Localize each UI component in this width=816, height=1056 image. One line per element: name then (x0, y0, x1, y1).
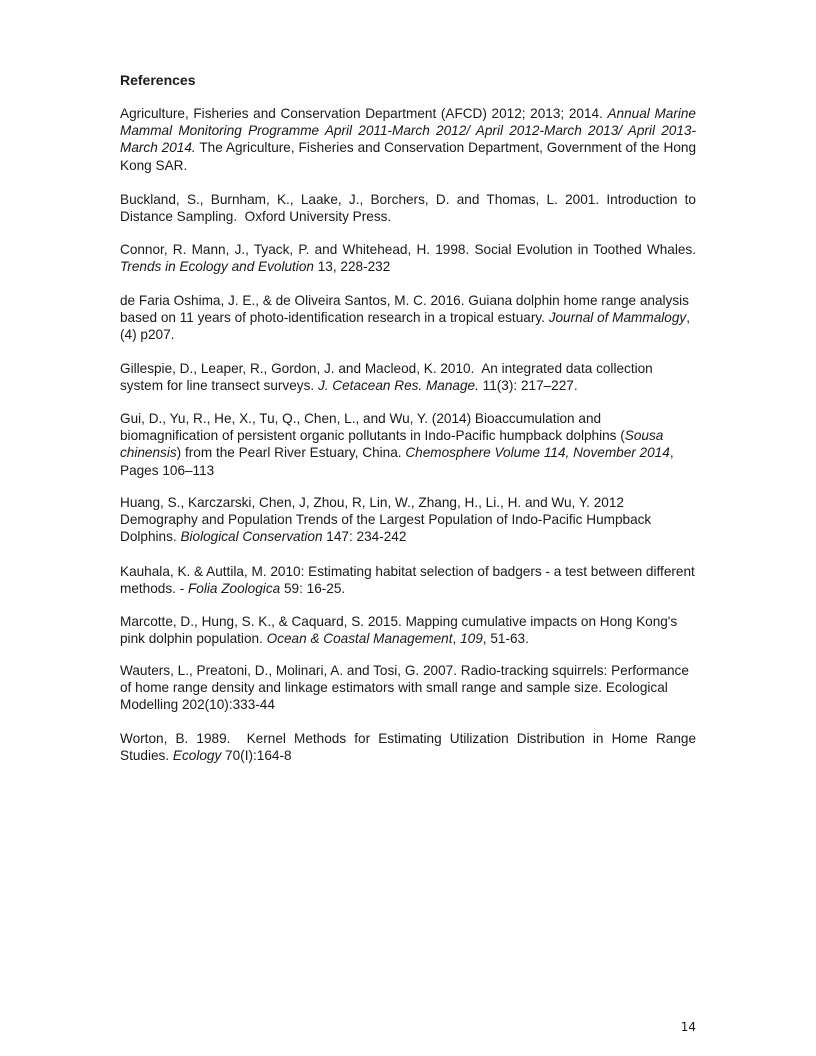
reference-entry-worton (120, 730, 700, 764)
reference-text: Kauhala, K. & Auttila, M. 2010: Estimating habitat selection of badgers - a test between different methods. - (120, 564, 699, 597)
reference-italic-text: J. Cetacean Res. Manage. (317, 378, 479, 394)
reference-text: Huang, S., Karczarski, Chen, J, Zhou, R, Lin, W., Zhang, H., Li., H. and Wu, Y. 2012 Demography and Population Trends of the Largest Population of Indo-Pacific Humpback Dolphins. (120, 495, 656, 545)
reference-text: Buckland, S., Burnham, K., Laake, J., Borchers, D. and Thomas, L. 2001. Introduction to Distance Sampling. Oxford University Press. (120, 192, 700, 225)
reference-text: 59: 16-25. (280, 581, 346, 597)
reference-italic-text: Ecology (172, 748, 222, 764)
references-heading: References (120, 72, 196, 88)
reference-text: Gillespie, D., Leaper, R., Gordon, J. and Macleod, K. 2010. An integrated data collection system for line transect surveys. (120, 361, 657, 394)
reference-entry-connor (120, 241, 700, 275)
reference-text: Wauters, L., Preatoni, D., Molinari, A. and Tosi, G. 2007. Radio-tracking squirrels: Performance of home range density and linkage estimators with small range and sample size. Ecological Modelling 202(10):333-44 (120, 663, 693, 713)
reference-entry-marcotte (120, 613, 696, 647)
reference-text: , (4) p207. (120, 310, 694, 343)
reference-entry-huang (120, 494, 696, 546)
reference-text: , Pages 106–113 (120, 445, 678, 478)
reference-italic-text: Journal of Mammalogy (548, 310, 687, 326)
reference-text: The Agriculture, Fisheries and Conservation Department, Government of the Hong Kong SAR. (120, 140, 700, 173)
reference-entry-buckland (120, 191, 700, 225)
reference-text: 70(I):164-8 (221, 748, 292, 764)
reference-text: 13, 228-232 (313, 259, 391, 275)
reference-text: Gui, D., Yu, R., He, X., Tu, Q., Chen, L., and Wu, Y. (2014) Bioaccumulation and biomagnification of persistent organic pollutants in Indo-Pacific humpback dolphins ( (120, 411, 625, 444)
reference-italic-text: Sousa chinensis (120, 428, 668, 461)
reference-entry-de-faria-oshima (120, 292, 696, 344)
reference-italic-text: 109 (460, 631, 483, 647)
reference-text: 147: 234-242 (322, 529, 407, 545)
reference-entry-gillespie (120, 360, 696, 394)
reference-italic-text: Biological Conservation (180, 529, 323, 545)
reference-entry-afcd (120, 105, 700, 174)
reference-text: , 51-63. (482, 631, 529, 647)
reference-text: 11(3): 217–227. (478, 378, 578, 394)
reference-italic-text: Ocean & Coastal Management (266, 631, 453, 647)
reference-italic-text: Trends in Ecology and Evolution (120, 259, 314, 275)
reference-text: Connor, R. Mann, J., Tyack, P. and Whitehead, H. 1998. Social Evolution in Toothed Whales. (120, 242, 700, 257)
reference-text: Agriculture, Fisheries and Conservation Department (AFCD) 2012; 2013; 2014. (120, 106, 608, 121)
page-number: 14 (680, 1020, 696, 1034)
reference-text: ) from the Pearl River Estuary, China. (176, 445, 406, 461)
reference-italic-text: Annual Marine Mammal Monitoring Programme April 2011-March 2012/ April 2012-March 2013/ April 2013-March 2014. (120, 106, 700, 156)
reference-italic-text: Chemosphere Volume 114, November 2014 (405, 445, 670, 461)
reference-entry-gui (120, 410, 696, 479)
reference-text: de Faria Oshima, J. E., & de Oliveira Santos, M. C. 2016. Guiana dolphin home range analysis based on 11 years of photo-identification research in a tropical estuary. (120, 293, 693, 326)
reference-entry-wauters (120, 662, 696, 714)
reference-text: , (452, 631, 461, 647)
reference-text: Worton, B. 1989. Kernel Methods for Estimating Utilization Distribution in Home Range Studies. (120, 731, 700, 764)
reference-text: Marcotte, D., Hung, S. K., & Caquard, S. 2015. Mapping cumulative impacts on Hong Kong's pink dolphin population. (120, 614, 681, 647)
reference-entry-kauhala (120, 563, 699, 597)
reference-italic-text: Folia Zoologica (188, 581, 281, 597)
